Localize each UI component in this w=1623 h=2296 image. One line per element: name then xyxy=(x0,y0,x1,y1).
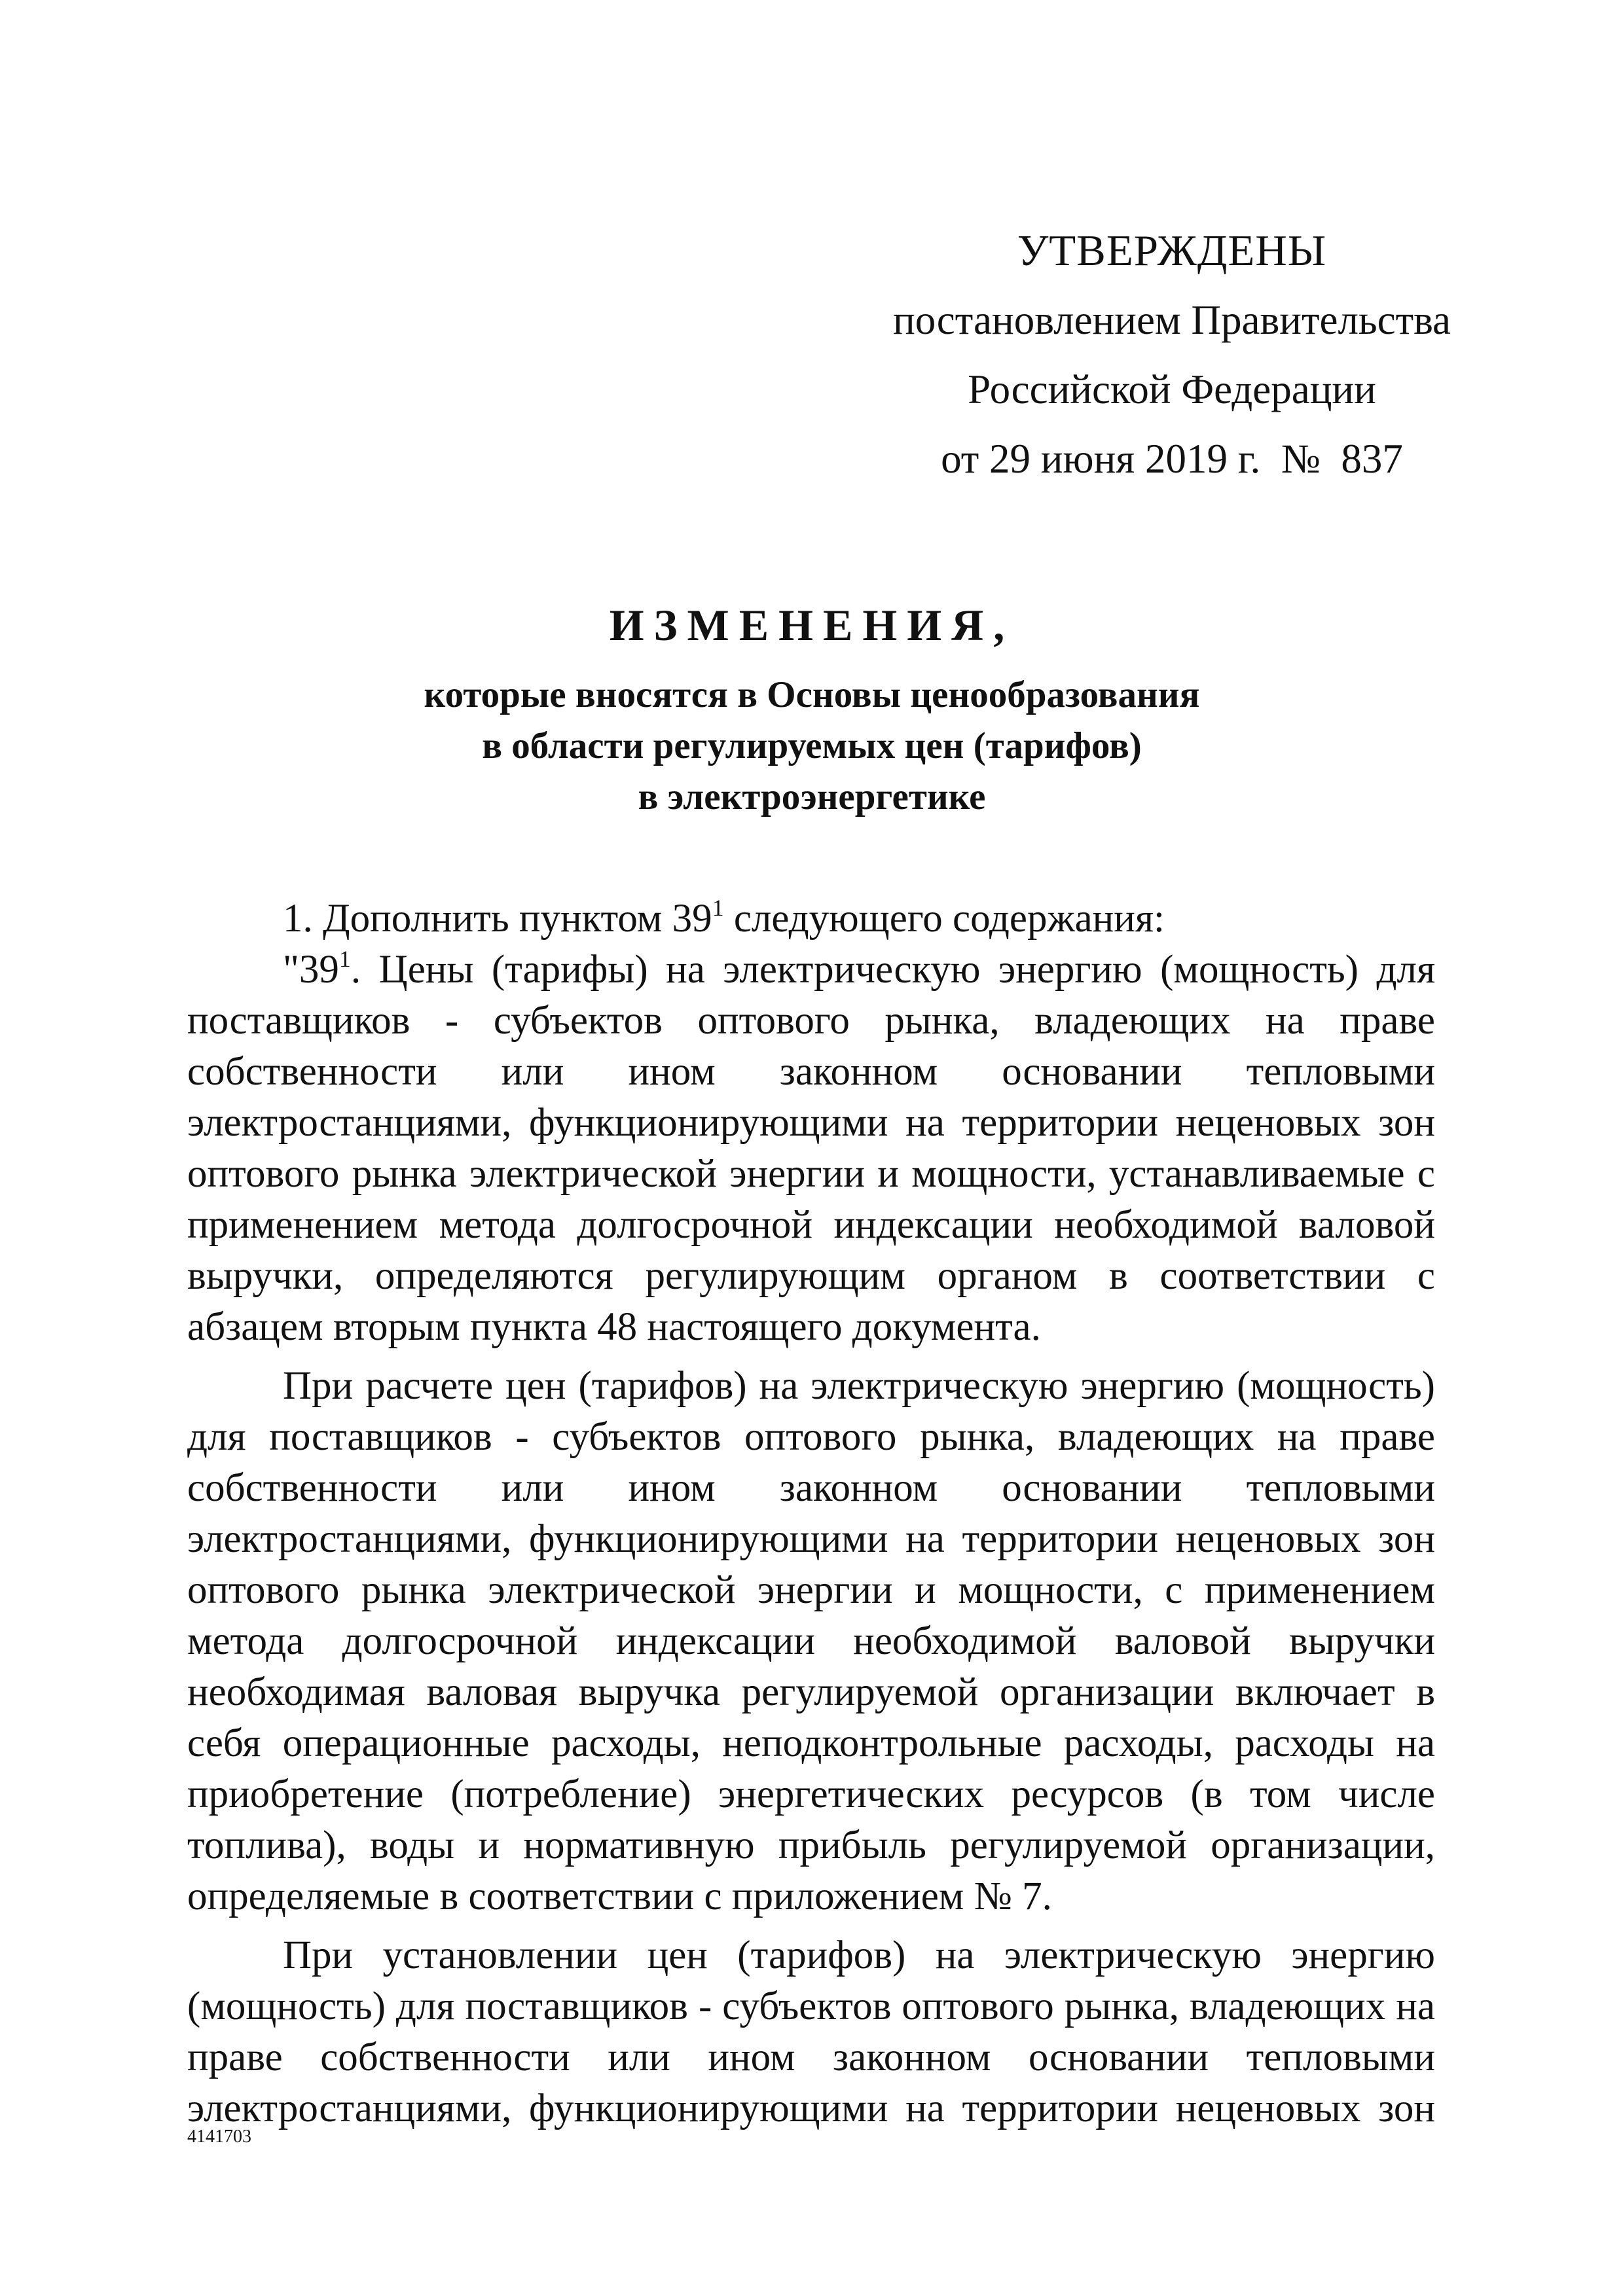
paragraph-39-1-superscript: 1 xyxy=(338,946,351,972)
approval-line-1: постановлением Правительства xyxy=(892,297,1451,343)
paragraph-39-1-number: "39 xyxy=(283,948,339,992)
approval-line-2: Российской Федерации xyxy=(968,367,1376,412)
paragraph-3: При установлении цен (тарифов) на электрическую энергию (мощность) для поставщиков - субъектов оптового рынка, владеющих на праве собственности или ином законном основании тепловыми электростанциями, функционирующими на территории неценовых зон xyxy=(187,1933,1435,2130)
document-heading xyxy=(183,592,1440,823)
approval-line-3: от 29 июня 2019 г. № 837 xyxy=(941,436,1403,482)
document-body xyxy=(187,893,1435,2134)
paragraph-2: При расчете цен (тарифов) на электрическую энергию (мощность) для поставщиков - субъектов оптового рынка, владеющих на праве собственности или ином законном основании тепловыми электростанциями, функционирующими на территории неценовых зон оптового рынка электрической энергии и мощности, с применением метода долгосрочной индексации необходимой валовой выручки необходимая валовая выручка регулируемой организации включает в себя операционные расходы, неподконтрольные расходы, расходы на приобретение (потребление) энергетических ресурсов (в том числе топлива), воды и нормативную прибыль регулируемой организации, определяемые в соответствии с приложением № 7. xyxy=(187,1364,1435,1918)
heading-subtitle-line-2: в области регулируемых цен (тарифов) xyxy=(482,725,1142,766)
paragraph-39-1 xyxy=(187,944,1435,1353)
item-1-text-before: 1. Дополнить пунктом 39 xyxy=(283,897,712,941)
heading-title: ИЗМЕНЕНИЯ, xyxy=(609,600,1015,650)
item-1-superscript: 1 xyxy=(712,895,724,921)
heading-subtitle-line-3: в электроэнергетике xyxy=(638,776,986,817)
paragraph-39-1-text: . Цены (тарифы) на электрическую энергию (мощность) для поставщиков - субъектов оптового рынка, владеющих на праве собственности или ином законном основании тепловыми электростанциями, функционирующими на территории неценовых зон оптового рынка электрической энергии и мощности, устанавливаемые с применением метода долгосрочной индексации необходимой валовой выручки, определяются регулирующим органом в соответствии с абзацем вторым пункта 48 настоящего документа. xyxy=(187,948,1435,1349)
document-id: 4141703 xyxy=(187,2126,251,2147)
approval-title: УТВЕРЖДЕНЫ xyxy=(1017,226,1327,275)
item-1 xyxy=(187,893,1435,944)
item-1-text-after: следующего содержания: xyxy=(723,897,1165,941)
heading-subtitle-line-1: которые вносятся в Основы ценообразования xyxy=(424,674,1200,715)
approval-block xyxy=(871,216,1473,493)
heading-subtitle xyxy=(183,670,1440,823)
